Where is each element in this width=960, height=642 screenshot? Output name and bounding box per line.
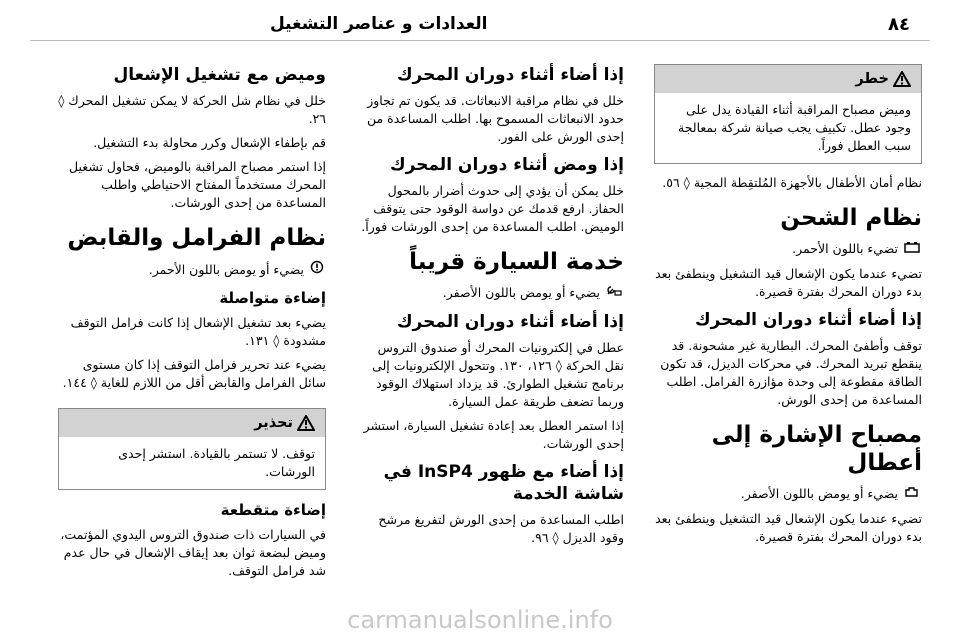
- column-right: [654, 64, 922, 552]
- danger-box-header: [655, 65, 921, 93]
- charging-subheading: إذا أضاء أثناء دوران المحرك: [694, 310, 922, 330]
- middle-paragraph-2: خلل يمكن أن يؤدي إلى حدوث أضرار بالمحول الحفاز. ارفع قدمك عن دواسة الوقود حتى يتوقف الوميض. اطلب المساعدة من إحدى الورشات فوراً.: [361, 183, 624, 234]
- malfunction-intro-row: [654, 485, 922, 504]
- charging-system-title: نظام الشحن: [780, 205, 922, 231]
- middle-paragraph-4: إذا استمر العطل بعد إعادة تشغيل السيارة، استشر إحدى الورشات.: [363, 418, 624, 451]
- brake-circle-icon: [310, 260, 324, 280]
- charging-paragraph-1: تضيء عندما يكون الإشعال قيد التشغيل وينطفئ بعد بدء دوران المحرك بفترة قصيرة.: [655, 266, 922, 299]
- left-heading-2: إضاءة متواصلة: [219, 289, 326, 307]
- left-paragraph-4: يضيء بعد تشغيل الإشعال إذا كانت فرامل التوقف مشدودة ◊ ١٣١.: [70, 315, 326, 348]
- caution-box: [58, 408, 326, 490]
- danger-box-label: خطر: [855, 71, 889, 87]
- middle-paragraph-5: اطلب المساعدة من إحدى الورش لتفريغ مرشح وقود الديزل ◊ ٩٦.: [378, 512, 624, 545]
- middle-heading-1: إذا أضاء أثناء دوران المحرك: [396, 65, 624, 85]
- page-header: [30, 8, 930, 41]
- warning-triangle-icon: [297, 415, 315, 431]
- left-paragraph-2: قم بإطفاء الإشعال وكرر محاولة بدء التشغيل.: [93, 135, 326, 150]
- left-heading-3: إضاءة متقطعة: [220, 501, 326, 519]
- column-left: [58, 64, 326, 586]
- wrench-car-icon: [606, 285, 622, 303]
- service-intro: يضيء أو يومض باللون الأصفر.: [442, 285, 601, 300]
- left-paragraph-5: يضيء عند تحرير فرامل التوقف إذا كان مستوى سائل الفرامل والقابض أقل من اللازم للغاية ◊ ١٤٤.: [62, 357, 326, 390]
- page-title: العدادات و عناصر التشغيل: [270, 14, 488, 34]
- child-seat-reference: نظام أمان الأطفال بالأجهزة المُلتقِطة المجية ◊ ٥٦.: [662, 175, 922, 190]
- brake-intro-row: [58, 260, 326, 280]
- charging-paragraph-2: توقف وأطفئ المحرك. البطارية غير مشحونة. قد ينقطع تبريد المحرك. في محركات الديزل، قد تكون الطاقة مقطوعة إلى وحدة مؤازرة الفرامل. اطلب المساعدة من إحدى الورش.: [660, 338, 922, 407]
- danger-box: [654, 64, 922, 164]
- malfunction-light-title: مصباح الإشارة إلى أعطال: [711, 422, 922, 476]
- engine-icon: [904, 486, 920, 504]
- caution-box-label: تحذير: [254, 415, 293, 431]
- left-paragraph-1: خلل في نظام شل الحركة لا يمكن تشغيل المحرك ◊ ٢٦.: [58, 93, 326, 126]
- brake-intro: يضيء أو يومض باللون الأحمر.: [148, 262, 305, 277]
- left-heading-1: وميض مع تشغيل الإشعال: [113, 65, 326, 85]
- battery-icon: [904, 241, 920, 259]
- middle-heading-3: إذا أضاء أثناء دوران المحرك: [396, 312, 624, 332]
- service-soon-title: خدمة السيارة قريباً: [409, 249, 624, 275]
- column-middle: [356, 64, 624, 553]
- charging-intro-row: [654, 240, 922, 259]
- page-number: ٨٤: [888, 13, 910, 35]
- middle-heading-4: إذا أضاء مع ظهور InSP4 في شاشة الخدمة: [383, 462, 624, 504]
- left-paragraph-6: في السيارات ذات صندوق التروس اليدوي المؤتمت، وميض لبضعة ثوان بعد إيقاف الإشعال في حال عدم شد فرامل التوقف.: [60, 527, 326, 578]
- middle-paragraph-1: خلل في نظام مراقبة الانبعاثات. قد يكون تم تجاوز حدود الانبعاثات المسموح بها. اطلب المساعدة من إحدى الورش على الفور.: [367, 93, 624, 144]
- caution-box-header: [59, 409, 325, 437]
- charging-intro: تضيء باللون الأحمر.: [792, 241, 899, 256]
- watermark: carmanualsonline.info: [347, 606, 613, 634]
- malfunction-intro: يضيء أو يومض باللون الأصفر.: [740, 486, 899, 501]
- middle-paragraph-3: عطل في إلكترونيات المحرك أو صندوق التروس نقل الحركة ◊ ١٢٦، ١٣٠. وتتحول الإلكترونيات إلى برنامج تشغيل الطوارئ. قد يزداد استهلاك الوقود وربما تضعف طريقة عمل السيارة.: [372, 340, 624, 409]
- service-intro-row: [356, 284, 624, 303]
- caution-box-text: توقف. لا تستمر بالقيادة. استشر إحدى الورشات.: [118, 446, 315, 479]
- middle-heading-2: إذا ومض أثناء دوران المحرك: [390, 155, 624, 175]
- warning-triangle-icon: [893, 71, 911, 87]
- danger-box-text: وميض مصباح المراقبة أثناء القيادة يدل على وجود عطل. تكبيف يجب صيانة شركة بمعالجة سبب العطل فوراً.: [678, 102, 911, 153]
- left-paragraph-3: إذا استمر مصباح المراقبة بالوميض، فحاول تشغيل المحرك مستخدماً المفتاح الاحتياطي واطلب المساعدة من إحدى الورشات.: [69, 159, 326, 210]
- brake-system-title: نظام الفرامل والقابض: [67, 225, 326, 251]
- malfunction-paragraph-1: تضيء عندما يكون الإشعال قيد التشغيل وينطفئ بعد بدء دوران المحرك بفترة قصيرة.: [655, 511, 922, 544]
